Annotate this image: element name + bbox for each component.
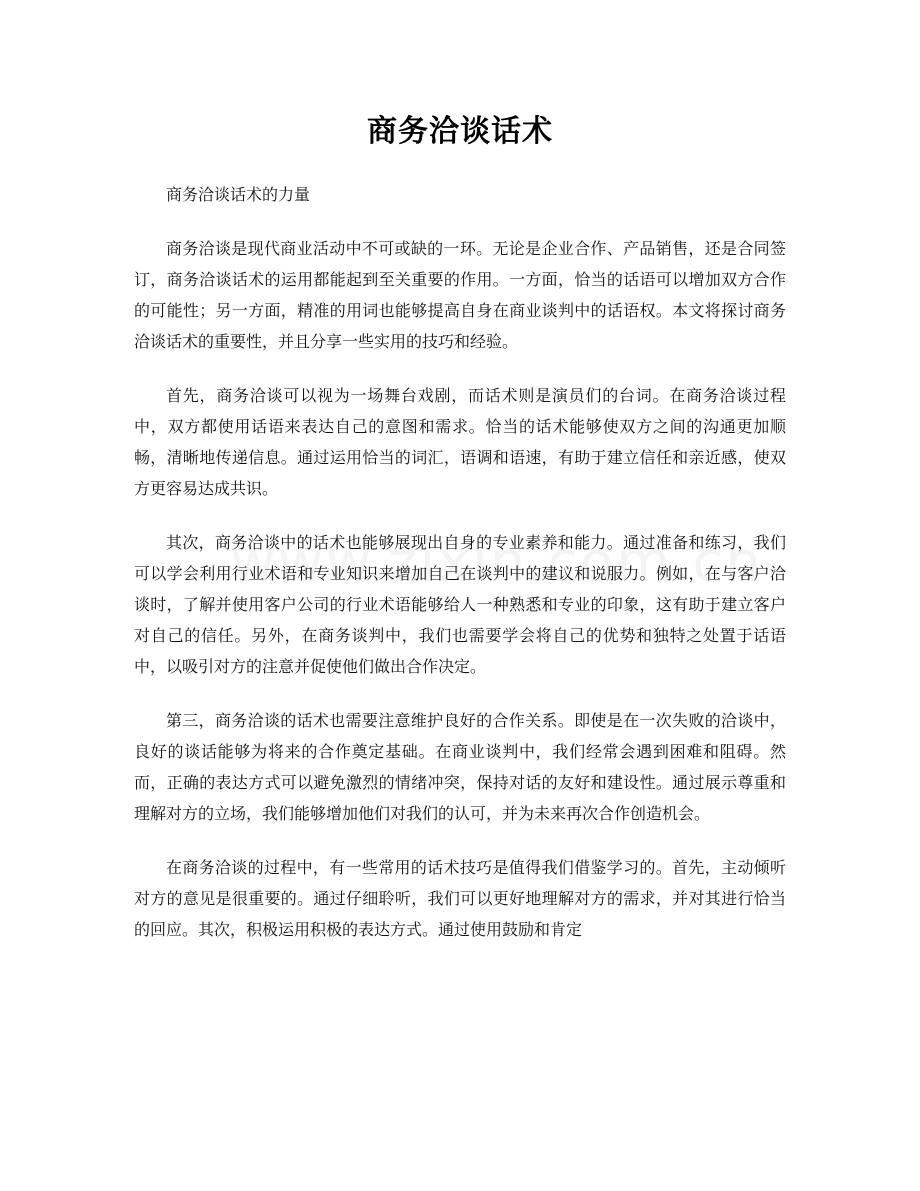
paragraph-techniques: 在商务洽谈的过程中，有一些常用的话术技巧是值得我们借鉴学习的。首先，主动倾听对方的意见是很重要的。通过仔细聆听，我们可以更好地理解对方的需求，并对其进行恰当的回应。其次，积极运用积极的表达方式。通过使用鼓励和肯定	[134, 858, 786, 939]
paragraph-second: 其次，商务洽谈中的话术也能够展现出自身的专业素养和能力。通过准备和练习，我们可以学会利用行业术语和专业知识来增加自己在谈判中的建议和说服力。例如，在与客户洽谈时，了解并使用客户公司的行业术语能够给人一种熟悉和专业的印象，这有助于建立客户对自己的信任。另外，在商务谈判中，我们也需要学会将自己的优势和独特之处置于话语中，以吸引对方的注意并促使他们做出合作决定。	[134, 533, 786, 676]
paragraph-intro: 商务洽谈是现代商业活动中不可或缺的一环。无论是企业合作、产品销售，还是合同签订，商务洽谈话术的运用都能起到至关重要的作用。一方面，恰当的话语可以增加双方合作的可能性；另一方面，精准的用词也能够提高自身在商业谈判中的话语权。本文将探讨商务洽谈话术的重要性，并且分享一些实用的技巧和经验。	[134, 239, 786, 351]
document-title: 商务洽谈话术	[367, 114, 553, 149]
paragraph-first: 首先，商务洽谈可以视为一场舞台戏剧，而话术则是演员们的台词。在商务洽谈过程中，双方都使用话语来表达自己的意图和需求。恰当的话术能够使双方之间的沟通更加顺畅，清晰地传递信息。通过运用恰当的词汇，语调和语速，有助于建立信任和亲近感，使双方更容易达成共识。	[134, 386, 786, 498]
section-heading: 商务洽谈话术的力量	[166, 185, 311, 204]
document-body	[134, 179, 786, 968]
paragraph-third: 第三，商务洽谈的话术也需要注意维护良好的合作关系。即使是在一次失败的洽谈中，良好的谈话能够为将来的合作奠定基础。在商业谈判中，我们经常会遇到困难和阻碍。然而，正确的表达方式可以避免激烈的情绪冲突，保持对话的友好和建设性。通过展示尊重和理解对方的立场，我们能够增加他们对我们的认可，并为未来再次合作创造机会。	[134, 711, 786, 823]
